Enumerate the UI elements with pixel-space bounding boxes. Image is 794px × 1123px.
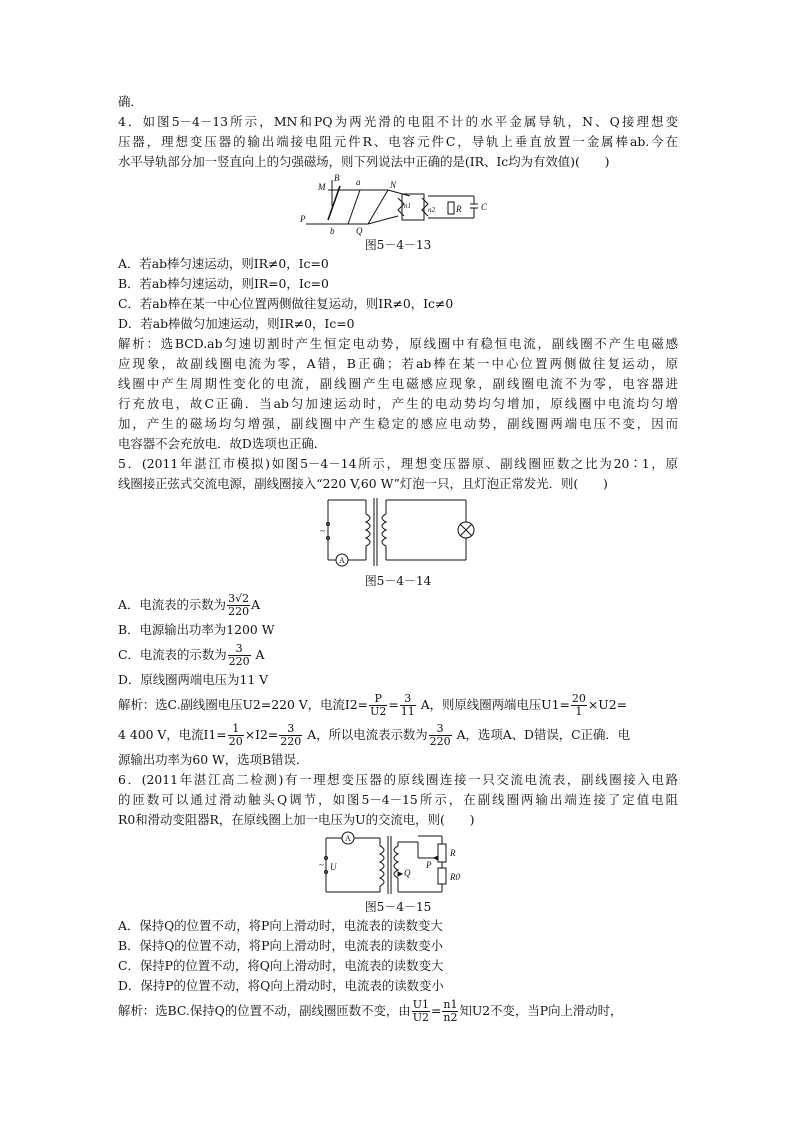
denominator: 20 — [228, 735, 243, 748]
label-N: N — [390, 180, 397, 190]
fraction — [571, 693, 587, 718]
option-b: B．若ab棒匀速运动，则IR=0，Ic=0 — [118, 276, 329, 291]
denominator: n2 — [443, 1011, 458, 1024]
label-Q: Q — [404, 868, 411, 878]
figure-5-4-13 — [298, 172, 498, 236]
numerator: 3 — [429, 723, 452, 736]
denominator: 220 — [280, 735, 302, 748]
denominator: U2 — [412, 1011, 429, 1024]
option-c: C．若ab棒在某一中心位置两侧做往复运动，则IR≠0，Ic≠0 — [118, 296, 454, 311]
numerator: 3 — [279, 723, 302, 736]
option-d: D．若ab棒做匀加速运动，则IR≠0，Ic=0 — [118, 316, 355, 331]
ammeter-label: A — [345, 834, 351, 843]
figure-5-4-15 — [318, 830, 478, 898]
numerator: n1 — [443, 998, 458, 1011]
document-page — [118, 92, 678, 1026]
answer-4-line: 加，产生的磁场均匀增强，副线圈中产生稳定的感应电动势，副线圈两端电压不变，因而 — [118, 416, 678, 431]
text: 4 400 V，电流I1= — [118, 727, 227, 742]
label-b: b — [330, 226, 335, 236]
label-a: a — [356, 177, 361, 187]
figure-caption: 图5－4－13 — [364, 238, 432, 252]
answer-4-line: 电容器不会充放电．故D选项也正确． — [118, 436, 327, 451]
numerator: 1 — [228, 723, 244, 736]
numerator: U1 — [412, 998, 429, 1011]
denominator: 220 — [228, 605, 250, 618]
numerator: 3√2 — [228, 592, 250, 605]
option-a — [118, 590, 678, 620]
ac-source-symbol: ~ — [319, 860, 324, 870]
fraction — [228, 723, 244, 748]
question-5-line: 5．(2011年湛江市模拟)如图5－4－14所示，理想变压器原、副线圈匝数之比为20∶1，原 — [118, 456, 678, 471]
label-Q: Q — [356, 226, 363, 236]
unit: A — [251, 597, 261, 612]
option-b: B．电源输出功率为1200 W — [118, 622, 275, 637]
text: = — [430, 1003, 442, 1018]
label-R: R — [456, 204, 462, 214]
option-a: A．保持Q的位置不动，将P向上滑动时，电流表的读数变大 — [118, 918, 443, 933]
label-B: B — [334, 173, 340, 183]
numerator: 3 — [400, 693, 416, 706]
question-6-line: 的匝数可以通过滑动触头Q调节，如图5－4－15所示，在副线圈两输出端连接了定值电阻 — [118, 792, 678, 807]
question-4-line: 水平导轨部分加一竖直向上的匀强磁场，则下列说法中正确的是(IR、Ic均为有效值)( ) — [118, 154, 610, 169]
option-c: C．保持P的位置不动，将Q向上滑动时，电流表的读数变大 — [118, 958, 444, 973]
question-5-line: 线圈接正弦式交流电源，副线圈接入“220 V,60 W”灯泡一只，且灯泡正常发光．则( ) — [118, 476, 608, 491]
denominator: 11 — [400, 705, 415, 718]
answer-4-line: 线圈中产生周期性变化的电流，副线圈产生电磁感应现象，副线圈电流不为零，电容器进 — [118, 376, 678, 391]
figure-5-4-14 — [318, 494, 478, 572]
option-c — [118, 640, 678, 670]
question-4-line: 4．如图5－4－13所示，MN和PQ为两光滑的电阻不计的水平金属导轨，N、Q接理想变 — [118, 114, 678, 129]
label-R: R — [450, 848, 456, 858]
fraction — [228, 643, 251, 668]
label-n1: n1 — [404, 202, 411, 210]
option-text: A．电流表的示数为 — [118, 597, 227, 612]
figure-caption: 图5－4－15 — [364, 900, 432, 914]
answer-6-line — [118, 996, 678, 1026]
text: 解析：选C.副线圈电压U2=220 V，电流I2= — [118, 697, 369, 712]
option-d: D．原线圈两端电压为11 V — [118, 672, 269, 687]
question-4-line: 压器，理想变压器的输出端接电阻元件R、电容元件C，导轨上垂直放置一金属棒ab.今在 — [118, 134, 678, 149]
fraction — [227, 593, 250, 618]
denominator: 1 — [575, 705, 583, 718]
text: A，则原线圈两端电压U1= — [416, 697, 570, 712]
unit: A — [251, 647, 265, 662]
fraction — [369, 693, 387, 718]
answer-5-line: 源输出功率为60 W，选项B错误． — [118, 752, 309, 767]
numerator: 3 — [228, 643, 251, 656]
answer-5-line — [118, 690, 678, 720]
text: = — [388, 697, 399, 712]
label-M: M — [318, 182, 326, 192]
label-n2: n2 — [428, 206, 435, 214]
option-b: B．保持Q的位置不动，将P向上滑动时，电流表的读数变小 — [118, 938, 443, 953]
numerator: 20 — [571, 692, 586, 705]
fraction — [279, 723, 302, 748]
fraction — [412, 999, 430, 1024]
text-line: 确． — [118, 94, 143, 109]
answer-5-line — [118, 720, 678, 750]
denominator: 220 — [228, 655, 250, 668]
text: 知U2不变，当P向上滑动时， — [459, 1003, 623, 1018]
text: ×I2= — [244, 727, 279, 742]
figure-caption: 图5－4－14 — [364, 574, 432, 588]
label-R0: R0 — [450, 872, 460, 882]
text: 解析：选BC.保持Q的位置不动，副线圈匝数不变，由 — [118, 1003, 411, 1018]
answer-4-line: 解析：选BCD.ab匀速切割时产生恒定电动势，原线圈中有稳恒电流，副线圈不产生电磁感 — [118, 336, 678, 351]
option-d: D．保持P的位置不动，将Q向上滑动时，电流表的读数变小 — [118, 978, 444, 993]
answer-4-line: 应现象，故副线圈电流为零，A错，B正确；若ab棒在某一中心位置两侧做往复运动，原 — [118, 356, 678, 371]
fraction — [429, 723, 452, 748]
ac-source-symbol: ~ — [320, 526, 325, 536]
ammeter-label: A — [339, 556, 345, 565]
label-C: C — [481, 202, 488, 212]
question-6-line: R0和滑动变阻器R，在原线圈上加一电压为U的交流电，则( ) — [118, 812, 475, 827]
fraction — [442, 999, 458, 1024]
denominator: U2 — [370, 705, 387, 718]
numerator: P — [369, 693, 387, 706]
text: A，选项A、D错误，C正确．电 — [452, 727, 631, 742]
answer-4-line: 行充放电，故C正确．当ab匀加速运动时，产生的电动势均匀增加，原线圈中电流均匀增 — [118, 396, 678, 411]
text: A，所以电流表示数为 — [303, 727, 428, 742]
label-P: P — [300, 214, 306, 224]
option-text: C．电流表的示数为 — [118, 647, 227, 662]
fraction — [400, 693, 416, 718]
question-6-line: 6．(2011年湛江高二检测)有一理想变压器的原线圈连接一只交流电流表，副线圈接入电路 — [118, 772, 678, 787]
label-U: U — [330, 862, 337, 872]
text: ×U2= — [587, 697, 627, 712]
denominator: 220 — [429, 735, 451, 748]
label-P: P — [426, 860, 432, 870]
option-a: A．若ab棒匀速运动，则IR≠0，Ic=0 — [118, 256, 329, 271]
